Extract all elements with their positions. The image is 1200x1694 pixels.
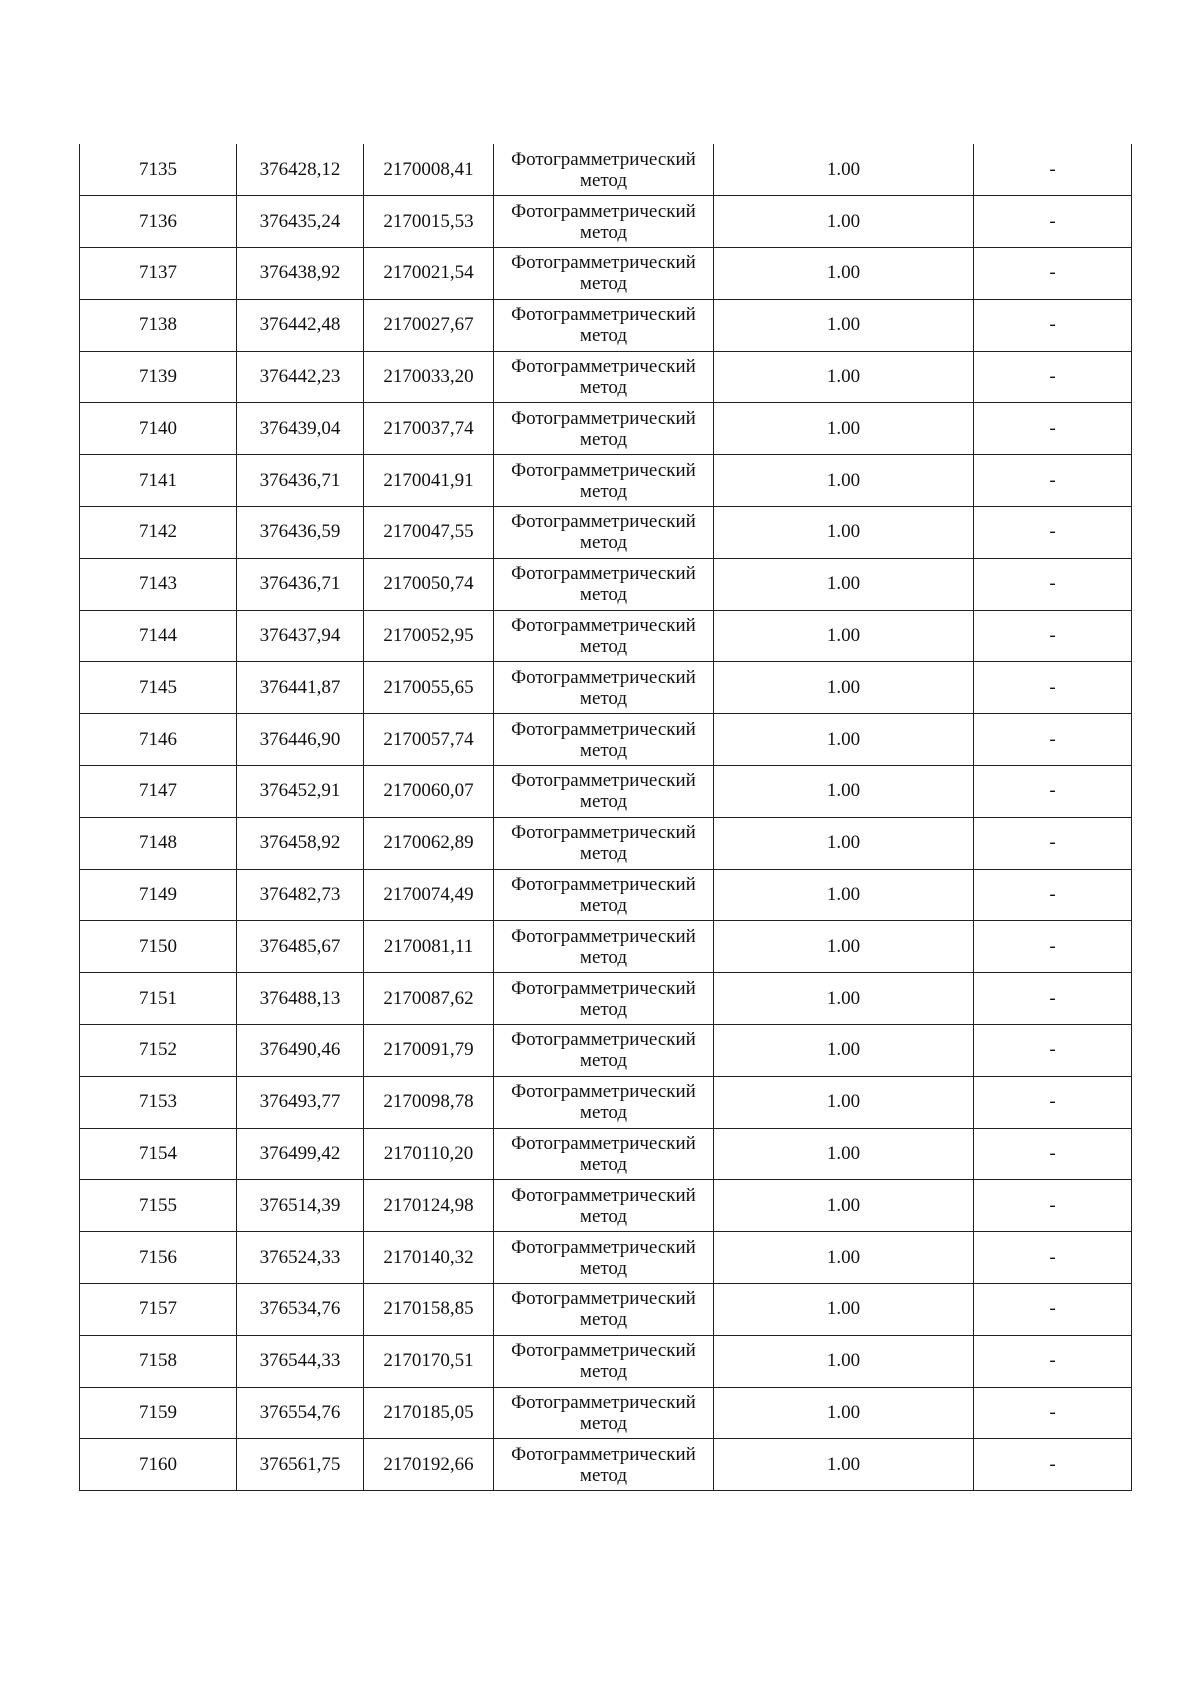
x-coordinate-cell: 376493,77 bbox=[237, 1076, 364, 1128]
note-cell: - bbox=[974, 1232, 1132, 1284]
method-word-line: метод bbox=[579, 532, 628, 554]
point-number-cell: 7140 bbox=[80, 403, 237, 455]
method-name-line: Фотограмметрический bbox=[511, 252, 696, 274]
note-cell: - bbox=[974, 817, 1132, 869]
accuracy-cell: 1.00 bbox=[714, 455, 974, 507]
note-cell: - bbox=[974, 869, 1132, 921]
note-cell: - bbox=[974, 766, 1132, 818]
point-number-cell: 7137 bbox=[80, 248, 237, 300]
x-coordinate-cell: 376514,39 bbox=[237, 1180, 364, 1232]
x-coordinate-cell: 376490,46 bbox=[237, 1025, 364, 1077]
point-number-cell: 7150 bbox=[80, 921, 237, 973]
method-cell bbox=[494, 766, 714, 818]
point-number-cell: 7136 bbox=[80, 196, 237, 248]
y-coordinate-cell: 2170158,85 bbox=[364, 1284, 494, 1336]
method-cell bbox=[494, 1025, 714, 1077]
table-row bbox=[80, 1128, 1132, 1180]
method-word-line: метод bbox=[579, 998, 628, 1020]
method-cell bbox=[494, 196, 714, 248]
accuracy-cell: 1.00 bbox=[714, 1180, 974, 1232]
method-word-line: метод bbox=[579, 1205, 628, 1227]
method-word-line: метод bbox=[579, 1309, 628, 1331]
accuracy-cell: 1.00 bbox=[714, 299, 974, 351]
method-word-line: метод bbox=[579, 636, 628, 658]
method-cell bbox=[494, 1232, 714, 1284]
note-cell: - bbox=[974, 403, 1132, 455]
coordinates-table-body bbox=[80, 144, 1132, 1491]
method-cell bbox=[494, 714, 714, 766]
accuracy-cell: 1.00 bbox=[714, 921, 974, 973]
method-name-line: Фотограмметрический bbox=[511, 356, 696, 378]
note-cell: - bbox=[974, 1076, 1132, 1128]
accuracy-cell: 1.00 bbox=[714, 1335, 974, 1387]
x-coordinate-cell: 376442,48 bbox=[237, 299, 364, 351]
method-word-line: метод bbox=[579, 584, 628, 606]
point-number-cell: 7138 bbox=[80, 299, 237, 351]
note-cell: - bbox=[974, 1025, 1132, 1077]
method-cell bbox=[494, 1128, 714, 1180]
note-cell: - bbox=[974, 1284, 1132, 1336]
y-coordinate-cell: 2170185,05 bbox=[364, 1387, 494, 1439]
x-coordinate-cell: 376499,42 bbox=[237, 1128, 364, 1180]
y-coordinate-cell: 2170008,41 bbox=[364, 144, 494, 196]
method-name-line: Фотограмметрический bbox=[511, 1340, 696, 1362]
method-name-line: Фотограмметрический bbox=[511, 1236, 696, 1258]
x-coordinate-cell: 376436,59 bbox=[237, 507, 364, 559]
x-coordinate-cell: 376435,24 bbox=[237, 196, 364, 248]
accuracy-cell: 1.00 bbox=[714, 248, 974, 300]
method-word-line: метод bbox=[579, 739, 628, 761]
method-word-line: метод bbox=[579, 843, 628, 865]
y-coordinate-cell: 2170021,54 bbox=[364, 248, 494, 300]
note-cell: - bbox=[974, 1128, 1132, 1180]
point-number-cell: 7135 bbox=[80, 144, 237, 196]
note-cell: - bbox=[974, 248, 1132, 300]
x-coordinate-cell: 376436,71 bbox=[237, 455, 364, 507]
method-cell bbox=[494, 1387, 714, 1439]
method-word-line: метод bbox=[579, 791, 628, 813]
table-row bbox=[80, 1284, 1132, 1336]
x-coordinate-cell: 376452,91 bbox=[237, 766, 364, 818]
table-row bbox=[80, 1232, 1132, 1284]
y-coordinate-cell: 2170055,65 bbox=[364, 662, 494, 714]
method-cell bbox=[494, 351, 714, 403]
table-row bbox=[80, 610, 1132, 662]
method-word-line: метод bbox=[579, 687, 628, 709]
table-row bbox=[80, 714, 1132, 766]
table-row bbox=[80, 662, 1132, 714]
method-cell bbox=[494, 1076, 714, 1128]
method-name-line: Фотограмметрический bbox=[511, 407, 696, 429]
point-number-cell: 7148 bbox=[80, 817, 237, 869]
method-name-line: Фотограмметрический bbox=[511, 304, 696, 326]
table-row bbox=[80, 351, 1132, 403]
method-name-line: Фотограмметрический bbox=[511, 925, 696, 947]
y-coordinate-cell: 2170170,51 bbox=[364, 1335, 494, 1387]
accuracy-cell: 1.00 bbox=[714, 507, 974, 559]
method-cell bbox=[494, 455, 714, 507]
method-name-line: Фотограмметрический bbox=[511, 1029, 696, 1051]
note-cell: - bbox=[974, 610, 1132, 662]
method-name-line: Фотограмметрический bbox=[511, 874, 696, 896]
point-number-cell: 7142 bbox=[80, 507, 237, 559]
x-coordinate-cell: 376436,71 bbox=[237, 558, 364, 610]
x-coordinate-cell: 376446,90 bbox=[237, 714, 364, 766]
method-name-line: Фотограмметрический bbox=[511, 1133, 696, 1155]
method-word-line: метод bbox=[579, 325, 628, 347]
method-name-line: Фотограмметрический bbox=[511, 718, 696, 740]
point-number-cell: 7139 bbox=[80, 351, 237, 403]
table-row bbox=[80, 921, 1132, 973]
point-number-cell: 7159 bbox=[80, 1387, 237, 1439]
method-word-line: метод bbox=[579, 480, 628, 502]
table-row bbox=[80, 1025, 1132, 1077]
table-row bbox=[80, 766, 1132, 818]
x-coordinate-cell: 376441,87 bbox=[237, 662, 364, 714]
accuracy-cell: 1.00 bbox=[714, 558, 974, 610]
method-word-line: метод bbox=[579, 1413, 628, 1435]
y-coordinate-cell: 2170192,66 bbox=[364, 1439, 494, 1491]
method-cell bbox=[494, 558, 714, 610]
method-word-line: метод bbox=[579, 377, 628, 399]
y-coordinate-cell: 2170060,07 bbox=[364, 766, 494, 818]
method-name-line: Фотограмметрический bbox=[511, 666, 696, 688]
accuracy-cell: 1.00 bbox=[714, 403, 974, 455]
table-row bbox=[80, 1387, 1132, 1439]
note-cell: - bbox=[974, 921, 1132, 973]
method-name-line: Фотограмметрический bbox=[511, 822, 696, 844]
y-coordinate-cell: 2170124,98 bbox=[364, 1180, 494, 1232]
accuracy-cell: 1.00 bbox=[714, 714, 974, 766]
accuracy-cell: 1.00 bbox=[714, 1232, 974, 1284]
method-word-line: метод bbox=[579, 273, 628, 295]
method-name-line: Фотограмметрический bbox=[511, 511, 696, 533]
x-coordinate-cell: 376561,75 bbox=[237, 1439, 364, 1491]
y-coordinate-cell: 2170074,49 bbox=[364, 869, 494, 921]
note-cell: - bbox=[974, 714, 1132, 766]
point-number-cell: 7145 bbox=[80, 662, 237, 714]
accuracy-cell: 1.00 bbox=[714, 973, 974, 1025]
method-cell bbox=[494, 610, 714, 662]
method-cell bbox=[494, 1439, 714, 1491]
note-cell: - bbox=[974, 351, 1132, 403]
table-row bbox=[80, 817, 1132, 869]
point-number-cell: 7152 bbox=[80, 1025, 237, 1077]
note-cell: - bbox=[974, 973, 1132, 1025]
x-coordinate-cell: 376482,73 bbox=[237, 869, 364, 921]
x-coordinate-cell: 376534,76 bbox=[237, 1284, 364, 1336]
point-number-cell: 7143 bbox=[80, 558, 237, 610]
method-word-line: метод bbox=[579, 1464, 628, 1486]
note-cell: - bbox=[974, 662, 1132, 714]
x-coordinate-cell: 376438,92 bbox=[237, 248, 364, 300]
accuracy-cell: 1.00 bbox=[714, 1025, 974, 1077]
table-row bbox=[80, 558, 1132, 610]
x-coordinate-cell: 376439,04 bbox=[237, 403, 364, 455]
point-number-cell: 7155 bbox=[80, 1180, 237, 1232]
x-coordinate-cell: 376437,94 bbox=[237, 610, 364, 662]
method-word-line: метод bbox=[579, 1102, 628, 1124]
accuracy-cell: 1.00 bbox=[714, 869, 974, 921]
method-word-line: метод bbox=[579, 1257, 628, 1279]
y-coordinate-cell: 2170110,20 bbox=[364, 1128, 494, 1180]
method-name-line: Фотограмметрический bbox=[511, 1392, 696, 1414]
y-coordinate-cell: 2170015,53 bbox=[364, 196, 494, 248]
method-cell bbox=[494, 817, 714, 869]
x-coordinate-cell: 376442,23 bbox=[237, 351, 364, 403]
method-cell bbox=[494, 921, 714, 973]
y-coordinate-cell: 2170033,20 bbox=[364, 351, 494, 403]
table-row bbox=[80, 1180, 1132, 1232]
method-word-line: метод bbox=[579, 895, 628, 917]
point-number-cell: 7160 bbox=[80, 1439, 237, 1491]
point-number-cell: 7141 bbox=[80, 455, 237, 507]
x-coordinate-cell: 376544,33 bbox=[237, 1335, 364, 1387]
method-cell bbox=[494, 1180, 714, 1232]
point-number-cell: 7146 bbox=[80, 714, 237, 766]
table-row bbox=[80, 144, 1132, 196]
accuracy-cell: 1.00 bbox=[714, 817, 974, 869]
note-cell: - bbox=[974, 1180, 1132, 1232]
accuracy-cell: 1.00 bbox=[714, 196, 974, 248]
x-coordinate-cell: 376428,12 bbox=[237, 144, 364, 196]
y-coordinate-cell: 2170047,55 bbox=[364, 507, 494, 559]
table-row bbox=[80, 299, 1132, 351]
method-cell bbox=[494, 662, 714, 714]
method-word-line: метод bbox=[579, 1154, 628, 1176]
point-number-cell: 7147 bbox=[80, 766, 237, 818]
y-coordinate-cell: 2170057,74 bbox=[364, 714, 494, 766]
accuracy-cell: 1.00 bbox=[714, 662, 974, 714]
method-word-line: метод bbox=[579, 1361, 628, 1383]
method-cell bbox=[494, 299, 714, 351]
note-cell: - bbox=[974, 507, 1132, 559]
accuracy-cell: 1.00 bbox=[714, 1439, 974, 1491]
method-name-line: Фотограмметрический bbox=[511, 977, 696, 999]
accuracy-cell: 1.00 bbox=[714, 1284, 974, 1336]
y-coordinate-cell: 2170027,67 bbox=[364, 299, 494, 351]
y-coordinate-cell: 2170081,11 bbox=[364, 921, 494, 973]
method-name-line: Фотограмметрический bbox=[511, 1288, 696, 1310]
x-coordinate-cell: 376458,92 bbox=[237, 817, 364, 869]
y-coordinate-cell: 2170062,89 bbox=[364, 817, 494, 869]
table-row bbox=[80, 973, 1132, 1025]
point-number-cell: 7149 bbox=[80, 869, 237, 921]
note-cell: - bbox=[974, 1335, 1132, 1387]
method-name-line: Фотограмметрический bbox=[511, 1184, 696, 1206]
y-coordinate-cell: 2170098,78 bbox=[364, 1076, 494, 1128]
y-coordinate-cell: 2170091,79 bbox=[364, 1025, 494, 1077]
point-number-cell: 7144 bbox=[80, 610, 237, 662]
point-number-cell: 7151 bbox=[80, 973, 237, 1025]
point-number-cell: 7153 bbox=[80, 1076, 237, 1128]
x-coordinate-cell: 376485,67 bbox=[237, 921, 364, 973]
table-row bbox=[80, 1335, 1132, 1387]
note-cell: - bbox=[974, 558, 1132, 610]
table-row bbox=[80, 196, 1132, 248]
method-cell bbox=[494, 144, 714, 196]
method-word-line: метод bbox=[579, 946, 628, 968]
method-name-line: Фотограмметрический bbox=[511, 459, 696, 481]
table-row bbox=[80, 869, 1132, 921]
accuracy-cell: 1.00 bbox=[714, 1128, 974, 1180]
method-name-line: Фотограмметрический bbox=[511, 1081, 696, 1103]
method-cell bbox=[494, 403, 714, 455]
accuracy-cell: 1.00 bbox=[714, 1076, 974, 1128]
table-row bbox=[80, 248, 1132, 300]
note-cell: - bbox=[974, 1439, 1132, 1491]
note-cell: - bbox=[974, 196, 1132, 248]
point-number-cell: 7157 bbox=[80, 1284, 237, 1336]
table-row bbox=[80, 403, 1132, 455]
method-word-line: метод bbox=[579, 169, 628, 191]
method-word-line: метод bbox=[579, 1050, 628, 1072]
x-coordinate-cell: 376554,76 bbox=[237, 1387, 364, 1439]
y-coordinate-cell: 2170037,74 bbox=[364, 403, 494, 455]
method-cell bbox=[494, 869, 714, 921]
coordinates-table bbox=[79, 144, 1132, 1491]
table-row bbox=[80, 1439, 1132, 1491]
method-cell bbox=[494, 1284, 714, 1336]
y-coordinate-cell: 2170050,74 bbox=[364, 558, 494, 610]
y-coordinate-cell: 2170052,95 bbox=[364, 610, 494, 662]
accuracy-cell: 1.00 bbox=[714, 1387, 974, 1439]
method-word-line: метод bbox=[579, 221, 628, 243]
table-row bbox=[80, 1076, 1132, 1128]
method-name-line: Фотограмметрический bbox=[511, 148, 696, 170]
accuracy-cell: 1.00 bbox=[714, 351, 974, 403]
accuracy-cell: 1.00 bbox=[714, 610, 974, 662]
table-row bbox=[80, 455, 1132, 507]
note-cell: - bbox=[974, 144, 1132, 196]
method-name-line: Фотограмметрический bbox=[511, 563, 696, 585]
note-cell: - bbox=[974, 455, 1132, 507]
note-cell: - bbox=[974, 299, 1132, 351]
y-coordinate-cell: 2170041,91 bbox=[364, 455, 494, 507]
point-number-cell: 7156 bbox=[80, 1232, 237, 1284]
method-cell bbox=[494, 507, 714, 559]
note-cell: - bbox=[974, 1387, 1132, 1439]
point-number-cell: 7154 bbox=[80, 1128, 237, 1180]
method-cell bbox=[494, 1335, 714, 1387]
x-coordinate-cell: 376488,13 bbox=[237, 973, 364, 1025]
method-cell bbox=[494, 248, 714, 300]
method-word-line: метод bbox=[579, 428, 628, 450]
accuracy-cell: 1.00 bbox=[714, 766, 974, 818]
table-row bbox=[80, 507, 1132, 559]
accuracy-cell: 1.00 bbox=[714, 144, 974, 196]
method-name-line: Фотограмметрический bbox=[511, 200, 696, 222]
point-number-cell: 7158 bbox=[80, 1335, 237, 1387]
method-cell bbox=[494, 973, 714, 1025]
method-name-line: Фотограмметрический bbox=[511, 1443, 696, 1465]
method-name-line: Фотограмметрический bbox=[511, 615, 696, 637]
x-coordinate-cell: 376524,33 bbox=[237, 1232, 364, 1284]
y-coordinate-cell: 2170087,62 bbox=[364, 973, 494, 1025]
method-name-line: Фотограмметрический bbox=[511, 770, 696, 792]
y-coordinate-cell: 2170140,32 bbox=[364, 1232, 494, 1284]
